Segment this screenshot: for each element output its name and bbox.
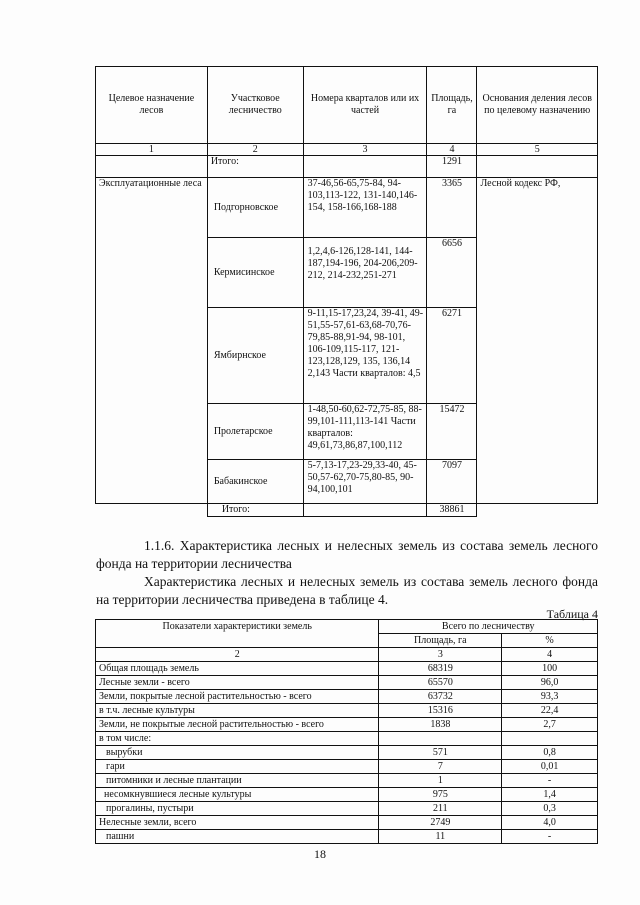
quarter-ranges: 5-7,13-17,23-29,33-40, 45-50,57-62,70-75,80-85, 90-94,100,101 [303, 460, 427, 504]
header-district: Участковое лесничество [207, 67, 303, 144]
quarter-ranges: 37-46,56-65,75-84, 94-103,113-122, 131-140,146-154, 158-166,168-188 [303, 178, 427, 238]
table-header-row [96, 67, 598, 144]
row-area: 211 [379, 802, 502, 816]
forest-purpose-table [95, 66, 598, 517]
table-row [96, 830, 598, 844]
row-label: несомкнувшиеся лесные культуры [96, 788, 379, 802]
row-label: питомники и лесные плантации [96, 774, 379, 788]
row-area: 7 [379, 760, 502, 774]
header-indicator: Показатели характеристики земель [96, 620, 379, 648]
header-total: Всего по лесничеству [379, 620, 598, 634]
row-label: Нелесные земли, всего [96, 816, 379, 830]
row-pct: 96,0 [502, 676, 598, 690]
row-pct: 22,4 [502, 704, 598, 718]
itogo-top-row [96, 156, 598, 178]
row-area: 68319 [379, 662, 502, 676]
header-quarters: Номера кварталов или их частей [303, 67, 427, 144]
intro-paragraph: Характеристика лесных и нелесных земель из состава земель лесного фонда на территории лесничества приведена в таблице 4. [96, 574, 598, 607]
quarter-ranges: 1,2,4,6-126,128-141, 144-187,194-196, 204-206,209-212, 214-232,251-271 [303, 238, 427, 308]
row-area: 11 [379, 830, 502, 844]
header-basis: Основания деления лесов по целевому назначению [477, 67, 598, 144]
table-row [96, 802, 598, 816]
row-label: в т.ч. лесные культуры [96, 704, 379, 718]
itogo-bottom-value: 38861 [427, 504, 477, 517]
col-number: 4 [502, 648, 598, 662]
row-area: 2749 [379, 816, 502, 830]
row-area: 1838 [379, 718, 502, 732]
table-header-row [96, 620, 598, 634]
district-name: Пролетарское [207, 404, 303, 460]
row-area: 975 [379, 788, 502, 802]
row-pct: 0,01 [502, 760, 598, 774]
row-label: Общая площадь земель [96, 662, 379, 676]
row-pct: - [502, 774, 598, 788]
header-area: Площадь, га [427, 67, 477, 144]
table-row [96, 690, 598, 704]
purpose-cell: Эксплуатационные леса [96, 178, 208, 504]
row-label: гари [96, 760, 379, 774]
quarter-ranges: 1-48,50-60,62-72,75-85, 88-99,101-111,113-141 Части кварталов: 49,61,73,86,87,100,112 [303, 404, 427, 460]
table-row [96, 662, 598, 676]
area-value: 6271 [427, 308, 477, 404]
table-row [96, 732, 598, 746]
row-pct: 0,8 [502, 746, 598, 760]
row-area [379, 732, 502, 746]
col-number: 1 [96, 144, 208, 156]
row-pct: 0,3 [502, 802, 598, 816]
itogo-bottom-label: Итого: [207, 504, 303, 517]
district-name: Бабакинское [207, 460, 303, 504]
row-pct: 100 [502, 662, 598, 676]
header-pct: % [502, 634, 598, 648]
row-label: Земли, покрытые лесной растительностью - всего [96, 690, 379, 704]
col-number: 3 [303, 144, 427, 156]
table-row [96, 746, 598, 760]
table-row [96, 816, 598, 830]
row-label: пашни [96, 830, 379, 844]
row-label: прогалины, пустыри [96, 802, 379, 816]
page-number: 18 [314, 847, 326, 861]
row-pct: 2,7 [502, 718, 598, 732]
itogo-top-label: Итого: [207, 156, 303, 178]
row-pct: 93,3 [502, 690, 598, 704]
table-row [96, 774, 598, 788]
col-number: 3 [379, 648, 502, 662]
row-label: Лесные земли - всего [96, 676, 379, 690]
row-pct: 4,0 [502, 816, 598, 830]
row-area: 63732 [379, 690, 502, 704]
row-pct: 1,4 [502, 788, 598, 802]
row-label: вырубки [96, 746, 379, 760]
col-number: 2 [96, 648, 379, 662]
table-row [96, 760, 598, 774]
district-name: Подгорновское [207, 178, 303, 238]
quarter-ranges: 9-11,15-17,23,24, 39-41, 49-51,55-57,61-63,68-70,76-79,85-88,91-94, 98-101, 106-109,115-117, 121-123,128,129, 135, 136,14 2,143 Части кварталов: 4,5 [303, 308, 427, 404]
table-caption: Таблица 4 [546, 607, 598, 621]
row-area: 15316 [379, 704, 502, 718]
land-characteristics-table [95, 619, 598, 844]
col-number: 2 [207, 144, 303, 156]
header-purpose: Целевое назначение лесов [96, 67, 208, 144]
table-row [96, 676, 598, 690]
itogo-bottom-row [96, 504, 598, 517]
col-number: 5 [477, 144, 598, 156]
row-area: 65570 [379, 676, 502, 690]
area-value: 7097 [427, 460, 477, 504]
table-row [96, 178, 598, 238]
itogo-top-value: 1291 [427, 156, 477, 178]
col-number: 4 [427, 144, 477, 156]
row-area: 571 [379, 746, 502, 760]
table-row [96, 788, 598, 802]
row-pct [502, 732, 598, 746]
column-number-row [96, 648, 598, 662]
row-label: Земли, не покрытые лесной растительностью - всего [96, 718, 379, 732]
header-area: Площадь, га [379, 634, 502, 648]
area-value: 6656 [427, 238, 477, 308]
row-area: 1 [379, 774, 502, 788]
district-name: Ямбирнское [207, 308, 303, 404]
area-value: 15472 [427, 404, 477, 460]
row-label: в том числе: [96, 732, 379, 746]
row-pct: - [502, 830, 598, 844]
district-name: Кермисинское [207, 238, 303, 308]
column-number-row [96, 144, 598, 156]
table-row [96, 718, 598, 732]
section-heading-paragraph: 1.1.6. Характеристика лесных и нелесных земель из состава земель лесного фонда на территории лесничества [96, 538, 598, 571]
table-row [96, 704, 598, 718]
basis-cell: Лесной кодекс РФ, [477, 178, 598, 504]
area-value: 3365 [427, 178, 477, 238]
